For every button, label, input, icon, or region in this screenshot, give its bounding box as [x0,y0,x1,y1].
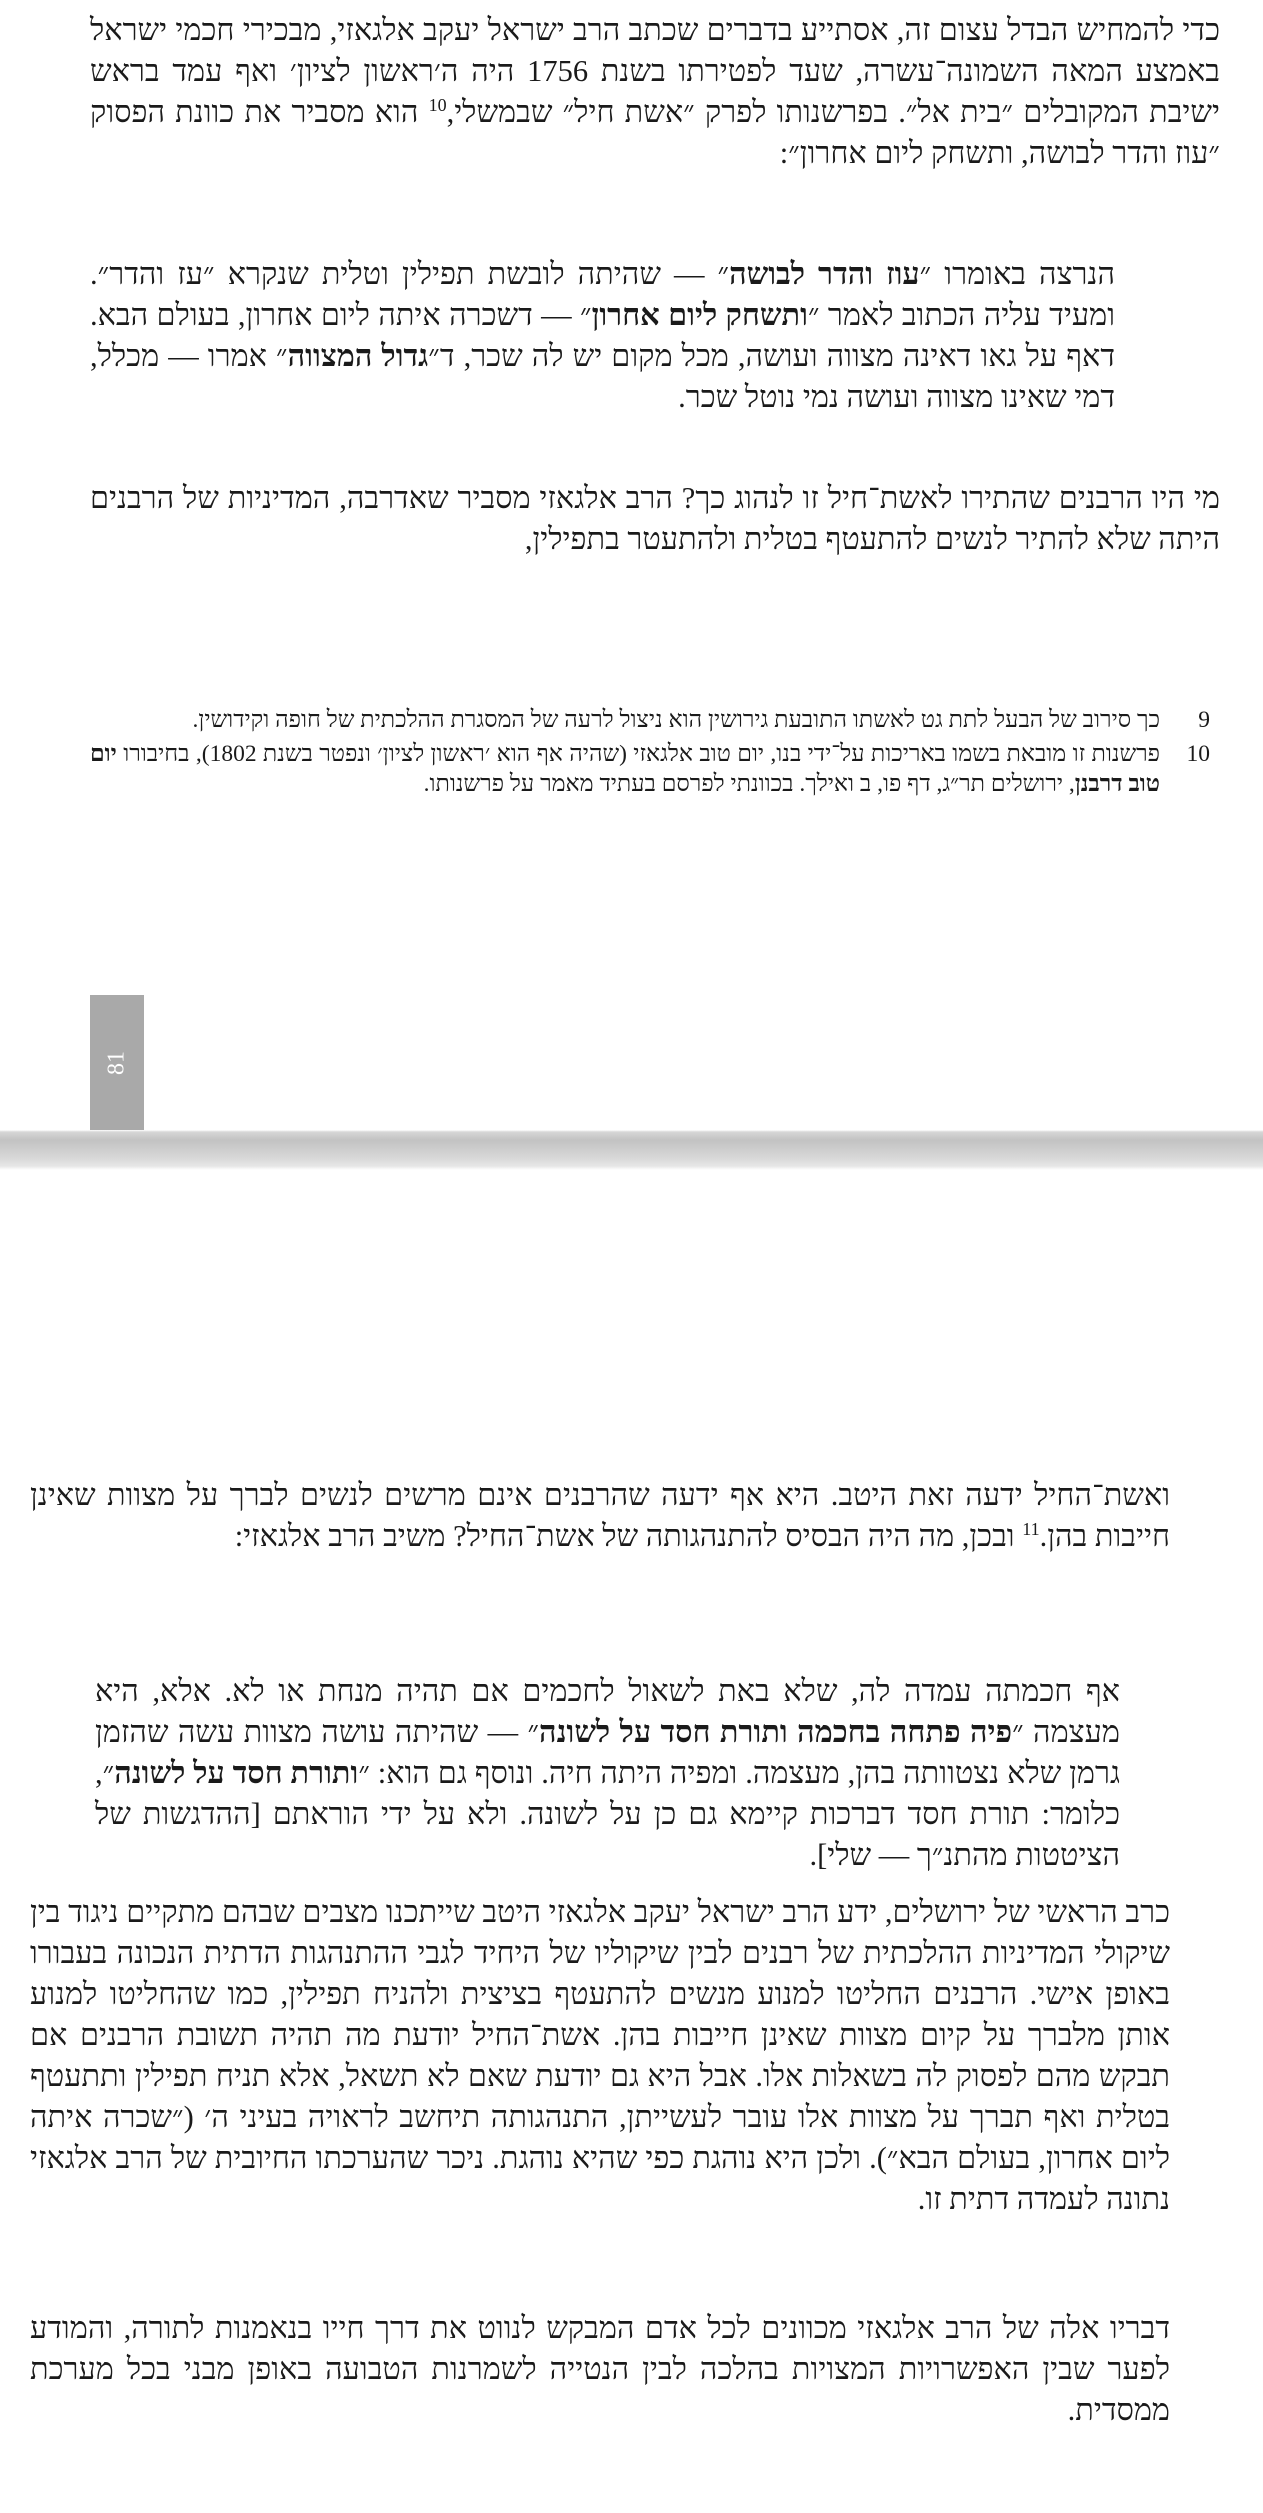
page-divider [0,1130,1263,1170]
footnote-text [90,739,1160,799]
quote-bold: עוז והדר לבושה [729,256,920,291]
paragraph-text: כרב הראשי של ירושלים, ידע הרב ישראל יעקב אלגאזי היטב שייתכנו מצבים שבהם מתקיים ניגוד בין שיקולי המדיניות ההלכתית של רבנים לבין שיקוליו של היחיד לגבי ההתנהגות הדתית הנכונה בעבורו באופן אישי. הרבנים החליטו למנוע מנשים להתעטף בציצית ולהניח תפילין, כמו שהחליטו למנוע אותן מלברך על קיום מצוות שאינן חייבות בהן. אשת־החיל יודעת מה תהיה תשובת הרבנים אם תבקש מהם לפסוק לה בשאלות אלו. אבל היא גם יודעת שאם לא תשאל, אלא תניח תפילין ותתעטף בטלית ואף תברך על מצוות אלו עובר לעשייתן, התנהגותה תיחשב לראויה בעיני ה׳ (״שכרה איתה ליום אחרון, בעולם הבא״). ולכן היא נוהגת כפי שהיא נוהגת. ניכר שהערכתו החיובית של הרב אלגאזי נתונה לעמדה דתית זו. [30,1895,1170,2216]
quote-text: הנרצה באומרו ״ [919,256,1115,291]
footnote-text: כך סירוב של הבעל לתת גט לאשתו התובעת גירושין הוא ניצול לרעה של המסגרת ההלכתית של חופה וקידושין. [192,707,1160,733]
quote-text: ״ אמרו — מכלל, דמי שאינו מצווה ועושה נמי נוטל שכר. [90,338,1115,414]
page-number-tab [90,995,144,1130]
paragraph-text: מי היו הרבנים שהתירו לאשת־חיל זו לנהוג כך? הרב אלגאזי מסביר שאדרבה, המדיניות של הרבנים היתה שלא להתיר לנשים להתעטף בטלית ולהתעטר בתפילין, [90,481,1220,556]
footnote-ref-11[interactable]: 11 [1022,1518,1040,1539]
quote-bold: ותורת חסד על לשונה [114,1755,359,1790]
quote-text: ״ — דשכרה איתה ליום אחרון, בעולם הבא. דאף על גאו דאינה מצווה ועושה, מכל מקום יש לה שכר, ד״ [90,297,1116,373]
paragraph-2 [90,478,1220,560]
page-number: 81 [103,1050,130,1075]
footnote-text-part: , ירושלים תר״ג, דף פו, ב ואילך. בכוונתי לפרסם בעתיד מאמר על פרשנותו. [423,771,1075,797]
footnote-text-part: פרשנות זו מובאת בשמו באריכות על־ידי בנו, יום טוב אלגאזי (שהיה אף הוא ׳ראשון לציון׳ ונפטר בשנת 1802), בחיבורו [116,741,1160,767]
quote-bold: פיה פתחה בחכמה ותורת חסד על לשונה [539,1714,1013,1749]
paragraph-closing [30,2308,1170,2431]
block-quote [90,223,1115,448]
intro-text: כדי להמחיש הבדל עצום זה, אסתייע בדברים שכתב הרב ישראל יעקב אלגאזי, מבכירי חכמי ישראל באמצע המאה השמונה־עשרה, שעד לפטירתו בשנת 1756 היה ה׳ראשון לציון׳ ואף עמד בראש ישיבת המקובלים ״בית אל״. בפרשנותו לפרק ״אשת חיל״ שבמשלי, [90,13,1221,129]
footnotes [90,705,1220,803]
footnote-book-title: יום טוב דרבנן [90,741,1160,797]
quote-bold: ותשחק ליום אחרון [591,297,808,332]
intro-text-tail: הוא מסביר את כוונת הפסוק ״עוז והדר לבושה, ותשחק ליום אחרון״: [90,95,1220,170]
footnote-number: 9 [1198,707,1210,733]
footnote-number: 10 [1186,741,1210,767]
quote-text: ״ — שהיתה עושה מצוות עשה שהזמן גרמן שלא נצטוותה בהן, מעצמה. ומפיה היתה חיה. ונוסף גם הוא: ״ [95,1714,1121,1790]
top-page [0,0,1263,1130]
bottom-page [0,1170,1263,2513]
quote-text: אף חכמתה עמדה לה, שלא באת לשאול לחכמים אם תהיה מנחת או לא. אלא, היא מעצמה ״ [95,1673,1120,1749]
quote-text: ״, כלומר: תורת חסד דברכות קיימא גם כן על לשונה. ולא על ידי הוראתם [ההדגשות של הציטטות מהתנ״ך — שלי]. [95,1755,1120,1872]
paragraph-text: דבריו אלה של הרב אלגאזי מכוונים לכל אדם המבקש לנווט את דרך חייו בנאמנות לתורה, והמודע לפער שבין האפשרויות המצויות בהלכה לבין הנטייה לשמרנות הטבועה באופן מבני בכל מערכת ממסדית. [30,2311,1170,2427]
intro-paragraph [90,10,1220,174]
footnote-ref-10[interactable]: 10 [428,94,447,115]
quote-text: ״ — שהיתה לובשת תפילין וטלית שנקרא ״עז והדר״. ומעיד עליה הכתוב לאמר ״ [90,256,1115,332]
block-quote-2 [95,1640,1120,1906]
footnote-9 [90,705,1220,735]
continuation-paragraph [30,1475,1170,1557]
paragraph-text: ואשת־החיל ידעה זאת היטב. היא אף ידעה שהרבנים אינם מרשים לנשים לברך על מצוות שאינן חייבות בהן. [30,1478,1170,1553]
quote-bold: גדול המצווה [287,338,429,373]
footnote-10 [90,739,1220,799]
paragraph-text-tail: ובכן, מה היה הבסיס להתנהגותה של אשת־החיל? משיב הרב אלגאזי: [234,1519,1023,1553]
paragraph-chief-rabbi [30,1892,1170,2220]
